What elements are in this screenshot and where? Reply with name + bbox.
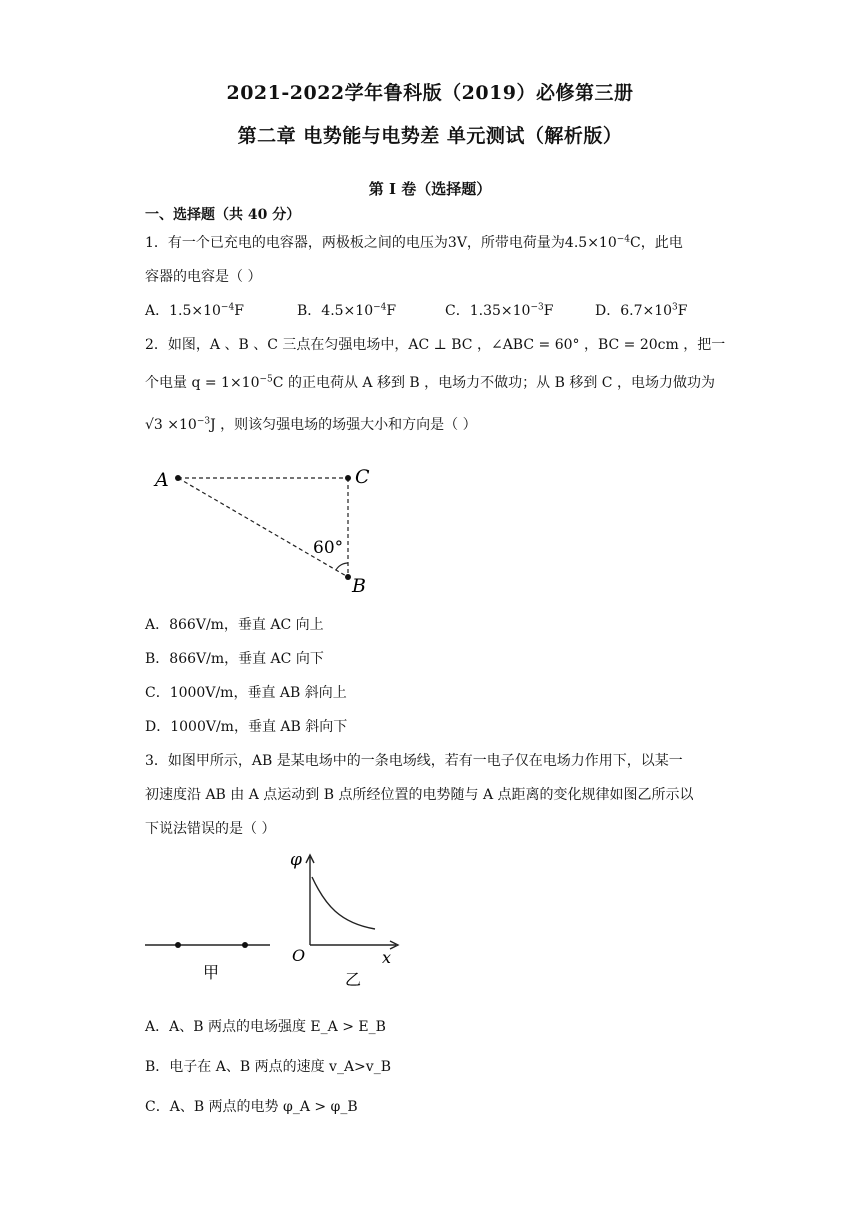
label-a: A [155, 469, 169, 491]
q1-option-b-label: B．4.5×10 [297, 303, 374, 319]
q2-line1: 2．如图，A 、B 、C 三点在匀强电场中，AC ⊥ BC ，∠ABC = 60° ，BC = 20cm ，把一 [145, 337, 726, 353]
q1-option-a-exp: −4 [220, 302, 235, 313]
q1-options [145, 300, 720, 320]
q2-option-a: A．866V/m，垂直 AC 向上 [145, 617, 324, 633]
point-a [175, 475, 181, 481]
label-c: C [355, 466, 370, 488]
q1-line1-text-a: 1．有一个已充电的电容器，两极板之间的电压为3V，所带电荷量为4.5×10 [145, 235, 617, 251]
q2-triangle-figure [145, 455, 385, 605]
q1-option-b-unit: F [386, 303, 397, 319]
q3-option-b: B．电子在 A、B 两点的速度 v_A>v_B [145, 1059, 391, 1075]
q3-line1: 3．如图甲所示，AB 是某电场中的一条电场线，若有一电子仅在电场力作用下，以某一 [145, 753, 683, 769]
section-title: 一、选择题（共 40 分） [145, 207, 301, 223]
q3-line3: 下说法错误的是（ ） [145, 821, 276, 837]
document-title-line1: 2021-2022学年鲁科版（2019）必修第三册 [226, 82, 634, 104]
x-axis-label: x [382, 948, 392, 967]
angle-arc [336, 563, 348, 570]
q1-line1 [145, 232, 720, 252]
q3-figures [140, 845, 410, 995]
segment-ab [178, 478, 348, 577]
label-yi: 乙 [345, 970, 362, 989]
part-title: 第 I 卷（选择题） [368, 180, 492, 198]
q2-line3-text-b: J ，则该匀强电场的场强大小和方向是（ ） [210, 417, 477, 433]
q1-option-c [445, 300, 595, 320]
q1-option-d-label: D．6.7×10 [595, 303, 673, 319]
q2-option-b: B．866V/m，垂直 AC 向下 [145, 651, 324, 667]
q2-line3-text-a: √3 ×10 [145, 417, 197, 433]
q2-line3 [145, 414, 720, 434]
field-point-b [242, 942, 248, 948]
q1-option-b-exp: −4 [373, 302, 387, 313]
q1-option-a-unit: F [234, 303, 244, 319]
q1-option-c-label: C．1.35×10 [445, 303, 531, 319]
q1-option-d-unit: F [677, 303, 688, 319]
q2-line3-exponent: −3 [196, 416, 211, 427]
q1-option-a [145, 300, 297, 320]
point-b [345, 574, 351, 580]
q1-option-b [297, 300, 445, 320]
phi-axis-label: φ [290, 850, 302, 870]
label-b: B [352, 575, 366, 597]
q2-line2 [145, 372, 720, 392]
origin-label: O [292, 946, 306, 965]
q1-option-d-exp: 3 [672, 302, 678, 313]
q1-line2: 容器的电容是（ ） [145, 269, 262, 285]
q2-line2-exponent: −5 [259, 374, 273, 385]
q3-option-c: C．A、B 两点的电势 φ_A > φ_B [145, 1099, 358, 1115]
potential-curve [312, 877, 375, 929]
q1-option-a-label: A．1.5×10 [145, 303, 221, 319]
field-point-a [175, 942, 181, 948]
q1-line1-text-b: C，此电 [630, 235, 683, 251]
angle-label: 60° [313, 538, 344, 558]
q1-option-c-unit: F [543, 303, 554, 319]
q2-line2-text-b: C 的正电荷从 A 移到 B ，电场力不做功；从 B 移到 C ，电场力做功为 [272, 375, 715, 391]
q2-option-c: C．1000V/m，垂直 AB 斜向上 [145, 685, 347, 701]
q2-option-d: D．1000V/m，垂直 AB 斜向下 [145, 719, 348, 735]
label-jia: 甲 [203, 963, 220, 982]
q1-option-c-exp: −3 [530, 302, 544, 313]
point-c [345, 475, 351, 481]
q3-option-a: A．A、B 两点的电场强度 E_A > E_B [145, 1019, 386, 1035]
q1-option-d [595, 300, 688, 320]
q2-line2-text-a: 个电量 q = 1×10 [145, 375, 260, 391]
q1-line1-exponent: −4 [616, 234, 631, 245]
document-title-line2: 第二章 电势能与电势差 单元测试（解析版） [237, 125, 623, 147]
q3-line2: 初速度沿 AB 由 A 点运动到 B 点所经位置的电势随与 A 点距离的变化规律如图乙所示以 [145, 787, 694, 803]
